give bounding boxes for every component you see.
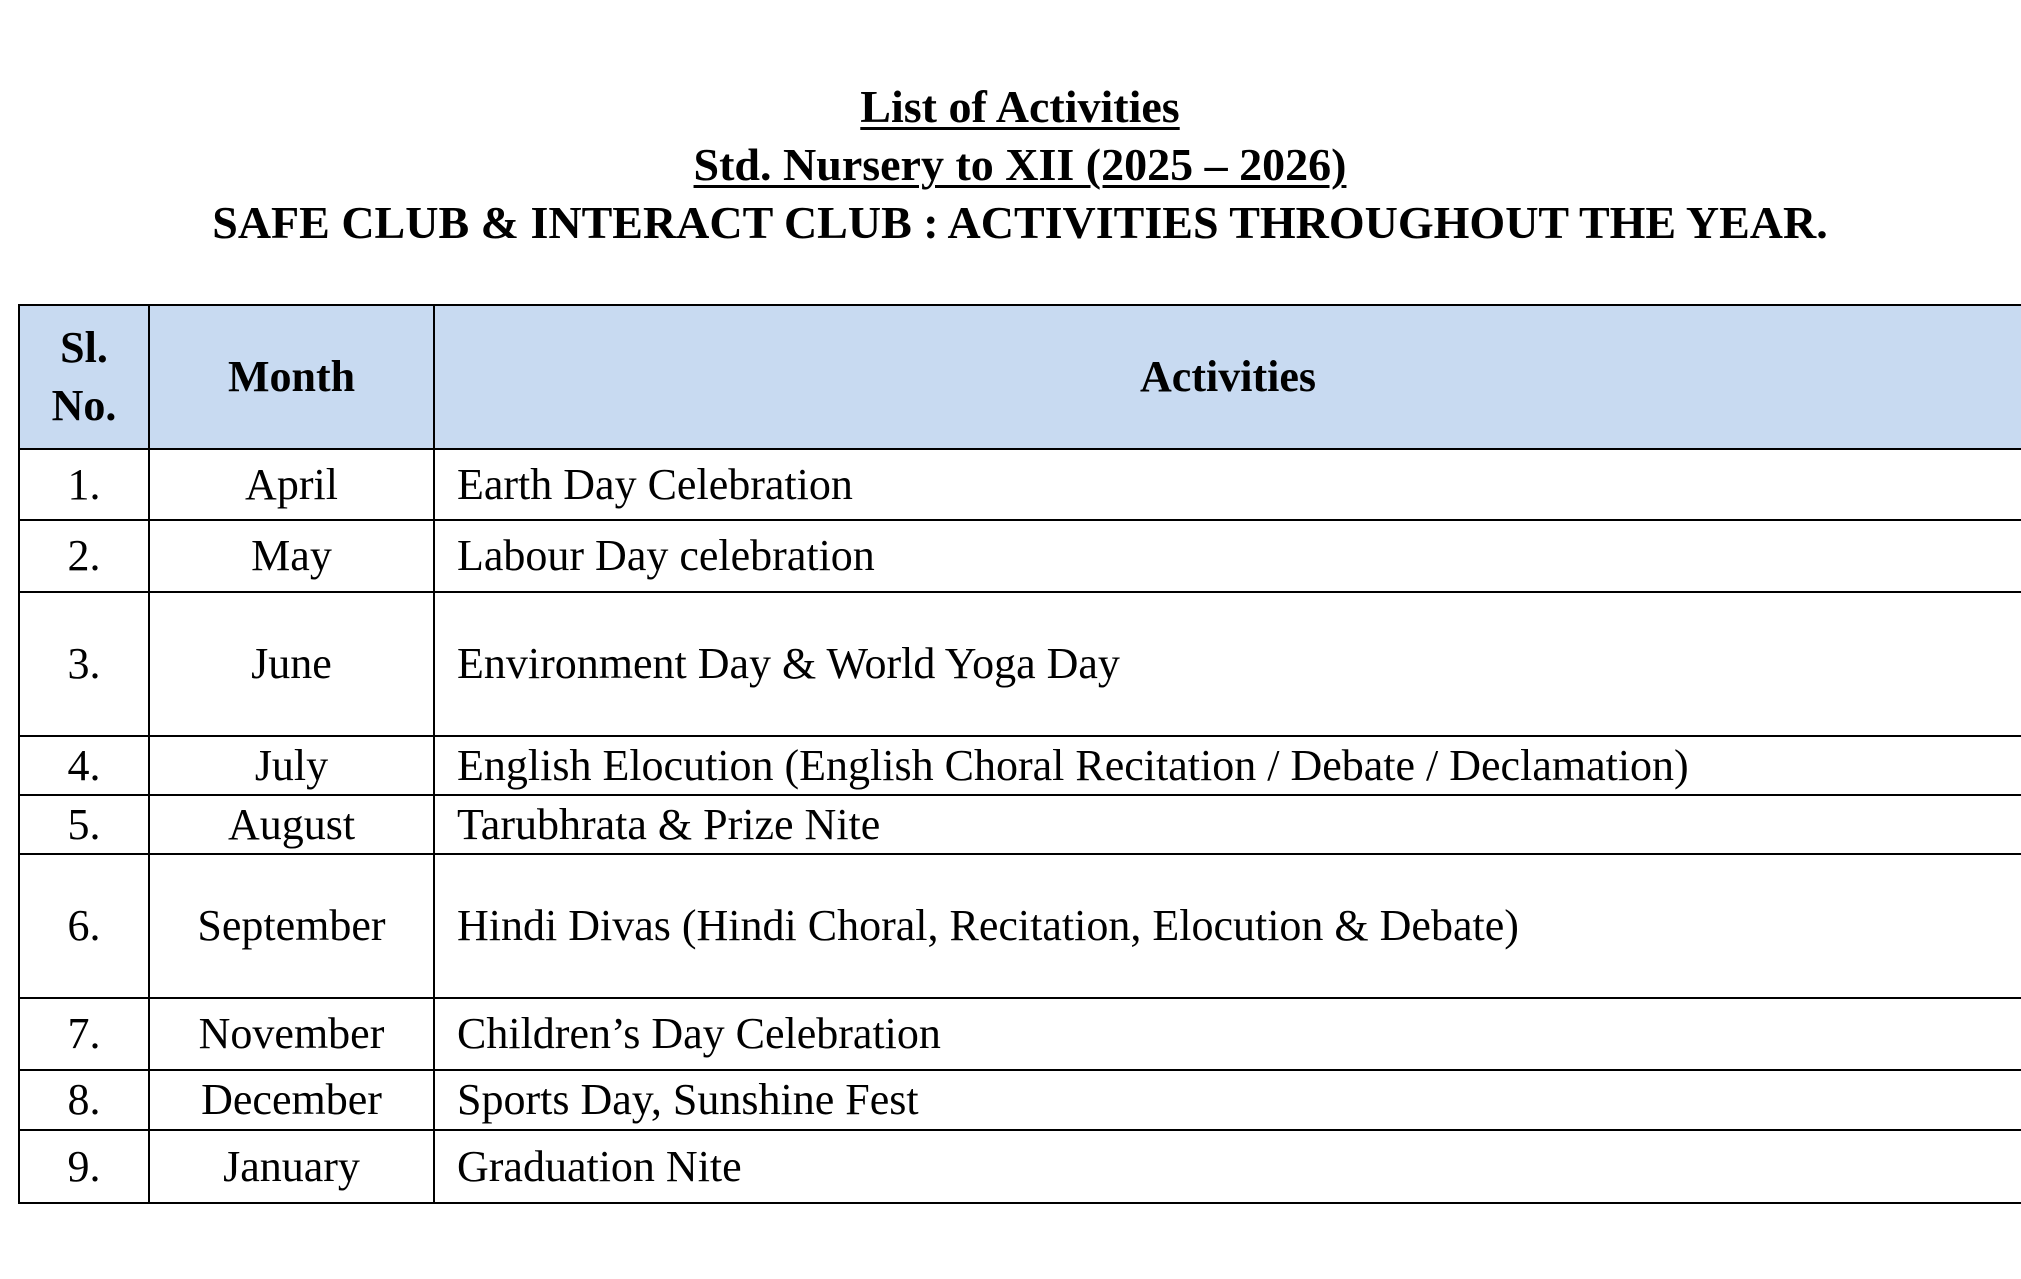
table-row	[19, 520, 2021, 592]
header-activities: Activities	[434, 305, 2021, 449]
cell-sl: 3.	[19, 592, 149, 736]
subtitle-line	[0, 136, 2021, 194]
cell-sl: 7.	[19, 998, 149, 1070]
table-row	[19, 1130, 2021, 1203]
table-row	[19, 449, 2021, 520]
cell-sl: 2.	[19, 520, 149, 592]
header-sl-no	[19, 305, 149, 449]
cell-activity: Labour Day celebration	[434, 520, 2021, 592]
table-row	[19, 998, 2021, 1070]
table-header-row	[19, 305, 2021, 449]
cell-activity: Earth Day Celebration	[434, 449, 2021, 520]
cell-month: June	[149, 592, 434, 736]
table-row	[19, 592, 2021, 736]
cell-activity: Hindi Divas (Hindi Choral, Recitation, Elocution & Debate)	[434, 854, 2021, 998]
document-title: List of Activities	[860, 81, 1180, 132]
cell-month: May	[149, 520, 434, 592]
title-line	[0, 78, 2021, 136]
header-month: Month	[149, 305, 434, 449]
cell-activity: Sports Day, Sunshine Fest	[434, 1070, 2021, 1130]
cell-activity: Environment Day & World Yoga Day	[434, 592, 2021, 736]
table-row	[19, 736, 2021, 795]
cell-activity: English Elocution (English Choral Recitation / Debate / Declamation)	[434, 736, 2021, 795]
cell-month: November	[149, 998, 434, 1070]
cell-month: January	[149, 1130, 434, 1203]
cell-sl: 1.	[19, 449, 149, 520]
table-row	[19, 795, 2021, 854]
cell-activity: Tarubhrata & Prize Nite	[434, 795, 2021, 854]
cell-activity: Graduation Nite	[434, 1130, 2021, 1203]
cell-month: August	[149, 795, 434, 854]
document-header	[0, 78, 2021, 252]
cell-sl: 6.	[19, 854, 149, 998]
club-heading: SAFE CLUB & INTERACT CLUB : ACTIVITIES THROUGHOUT THE YEAR.	[212, 197, 1828, 248]
cell-month: December	[149, 1070, 434, 1130]
table-row	[19, 1070, 2021, 1130]
cell-activity: Children’s Day Celebration	[434, 998, 2021, 1070]
cell-month: September	[149, 854, 434, 998]
cell-month: April	[149, 449, 434, 520]
cell-sl: 4.	[19, 736, 149, 795]
cell-month: July	[149, 736, 434, 795]
cell-sl: 8.	[19, 1070, 149, 1130]
header-sl-line2: No.	[51, 381, 117, 430]
activities-table	[18, 304, 2021, 1204]
document-subtitle: Std. Nursery to XII (2025 – 2026)	[693, 139, 1347, 190]
header-sl-line1: Sl.	[60, 323, 108, 372]
cell-sl: 9.	[19, 1130, 149, 1203]
cell-sl: 5.	[19, 795, 149, 854]
table-row	[19, 854, 2021, 998]
